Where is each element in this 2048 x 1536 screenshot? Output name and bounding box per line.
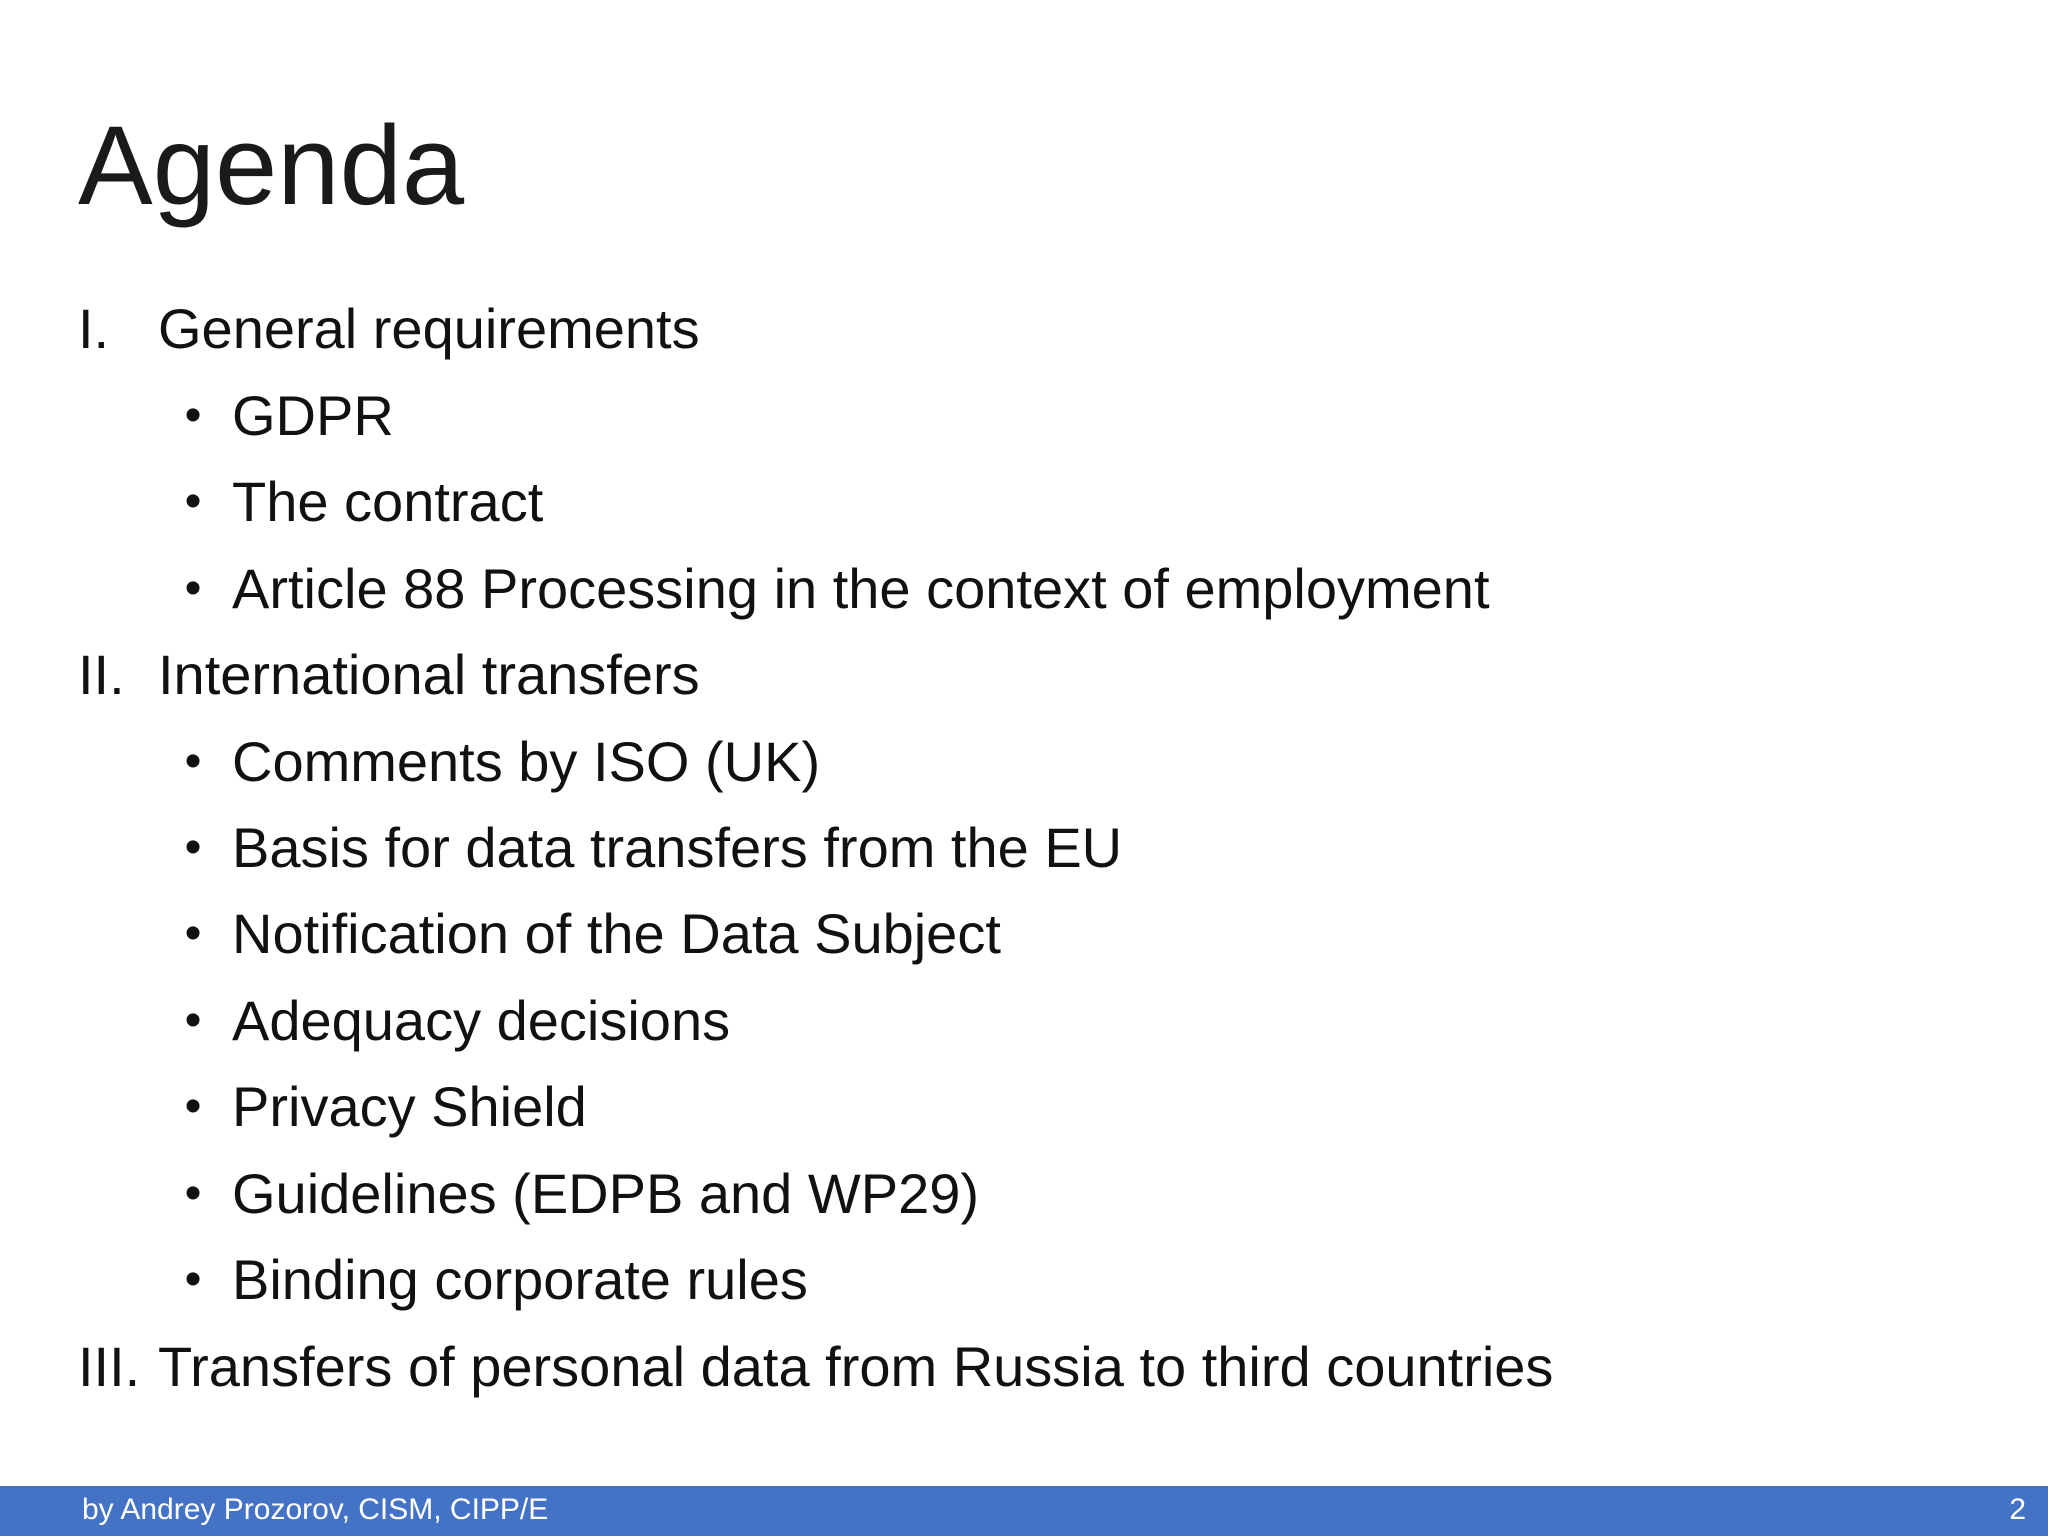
section-number: I. [78,297,110,360]
bullet-icon: • [184,821,202,874]
section-title: General requirements [158,297,700,360]
agenda-item-label: Guidelines (EDPB and WP29) [232,1162,980,1225]
agenda-item-label: Adequacy decisions [232,989,731,1052]
slide-footer [0,1486,2048,1536]
agenda-item-label: Comments by ISO (UK) [232,730,821,793]
bullet-icon: • [184,1080,202,1133]
bullet-icon: • [184,1253,202,1306]
section-title: International transfers [158,643,700,706]
slide-number: 2 [2009,1493,2026,1526]
agenda-item-label: Article 88 Processing in the context of employment [232,557,1490,620]
bullet-icon: • [184,389,202,442]
agenda-item-label: Notification of the Data Subject [232,902,1001,965]
agenda-item-label: Privacy Shield [232,1075,587,1138]
bullet-icon: • [184,475,202,528]
bullet-icon: • [184,562,202,615]
footer-author: by Andrey Prozorov, CISM, CIPP/E [82,1493,549,1526]
agenda-item-label: The contract [232,470,544,533]
section-title: Transfers of personal data from Russia to third countries [158,1335,1554,1398]
agenda-item-label: Binding corporate rules [232,1248,808,1311]
bullet-icon: • [184,994,202,1047]
bullet-icon: • [184,907,202,960]
agenda-item-label: GDPR [232,384,394,447]
agenda-item-label: Basis for data transfers from the EU [232,816,1123,879]
section-number: III. [78,1335,141,1398]
bullet-icon: • [184,1167,202,1220]
slide-title: Agenda [78,103,465,228]
section-number: II. [78,643,125,706]
bullet-icon: • [184,735,202,788]
